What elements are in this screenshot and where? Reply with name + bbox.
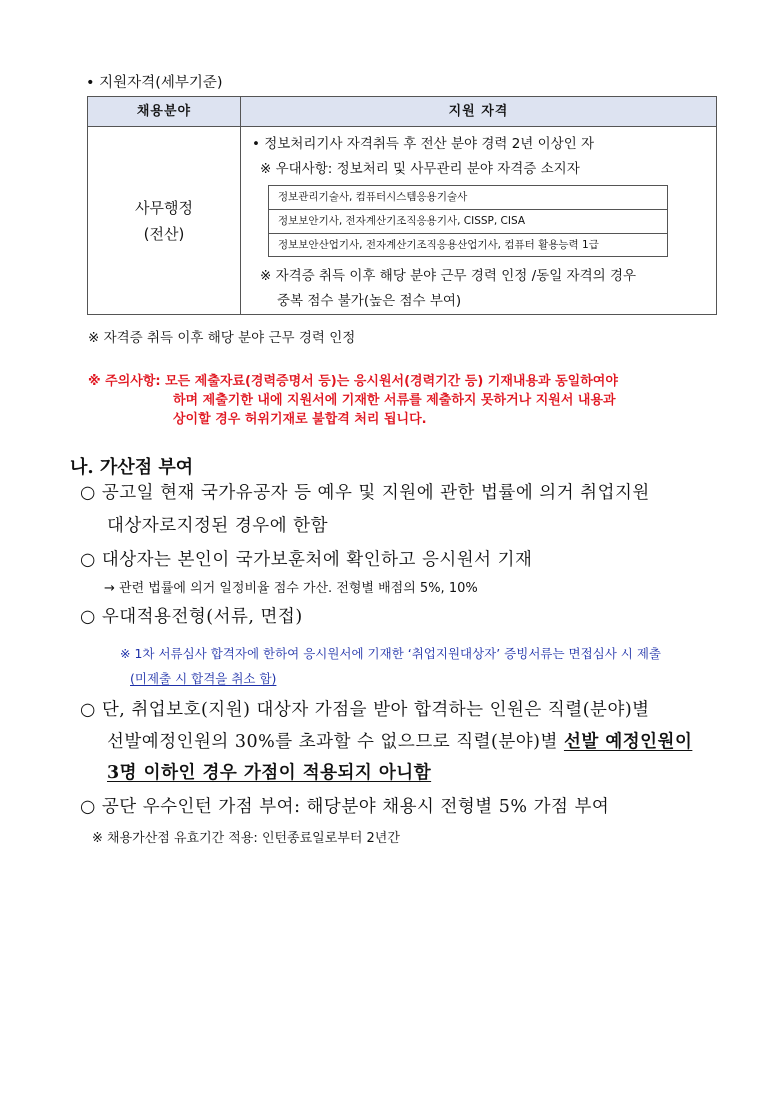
certificate-row: 정보관리기술사, 컴퓨터시스템응용기술사 xyxy=(269,186,667,210)
interview-note-cont: (미제출 시 합격을 취소 함) xyxy=(130,671,277,686)
list-item-cont: 대상자로지정된 경우에 한함 xyxy=(107,516,328,536)
certificate-row: 정보보안산업기사, 전자계산기조직응용산업기사, 컴퓨터 활용능력 1급 xyxy=(278,239,599,251)
section-heading: 나. 가산점 부여 xyxy=(70,457,194,478)
experience-note: ※ 자격증 취득 이후 해당 분야 근무 경력 인정 xyxy=(88,330,356,346)
qualification-main: • 정보처리기사 자격취득 후 전산 분야 경력 2년 이상인 자 xyxy=(252,136,595,152)
experience-note: ※ 자격증 취득 이후 해당 분야 근무 경력 인정 /동일 자격의 경우 xyxy=(260,268,637,284)
emphasis-text: 선발 예정인원이 xyxy=(563,732,693,752)
experience-note-cont: 중복 점수 불가(높은 점수 부여) xyxy=(277,293,462,309)
emphasis-text: 3명 이하인 경우 가점이 적용되지 아니함 xyxy=(107,763,432,783)
qualification-table xyxy=(87,96,717,315)
caution-line: ※ 주의사항: 모든 제출자료(경력증명서 등)는 응시원서(경력기간 등) 기재내용과 동일하여야 xyxy=(88,374,618,389)
list-item: ○ 우대적용전형(서류, 면접) xyxy=(80,607,303,627)
validity-note: ※ 채용가산점 유효기간 적용: 인턴종료일로부터 2년간 xyxy=(92,831,400,846)
caution-line: 상이할 경우 허위기재로 불합격 처리 됩니다. xyxy=(173,412,427,427)
list-item-cont xyxy=(107,728,692,753)
certificate-list xyxy=(268,185,668,257)
list-item: ○ 공단 우수인턴 가점 부여: 해당분야 채용시 전형별 5% 가점 부여 xyxy=(80,797,610,817)
column-header-qualification: 지원 자격 xyxy=(448,104,509,119)
field-name: 사무행정 xyxy=(135,198,193,217)
list-item-subnote: → 관련 법률에 의거 일정비율 점수 가산. 전형별 배점의 5%, 10% xyxy=(104,581,478,596)
preference-note: ※ 우대사항: 정보처리 및 사무관리 분야 자격증 소지자 xyxy=(260,161,580,177)
column-header-field: 채용분야 xyxy=(136,104,192,119)
field-cell xyxy=(88,127,240,314)
column-divider xyxy=(240,97,241,314)
section-subtitle: • 지원자격(세부기준) xyxy=(86,75,223,91)
certificate-row: 정보보안기사, 전자계산기조직응용기사, CISSP, CISA xyxy=(269,210,667,234)
list-item: ○ 단, 취업보호(지원) 대상자 가점을 받아 합격하는 인원은 직렬(분야)별 xyxy=(80,700,650,720)
caution-line: 하며 제출기한 내에 지원서에 기재한 서류를 제출하지 못하거나 지원서 내용과 xyxy=(173,393,616,408)
list-item: ○ 대상자는 본인이 국가보훈처에 확인하고 응시원서 기재 xyxy=(80,550,533,570)
list-item: ○ 공고일 현재 국가유공자 등 예우 및 지원에 관한 법률에 의거 취업지원 xyxy=(80,483,650,503)
quota-text: 선발예정인원의 30%를 초과할 수 없으므로 직렬(분야)별 xyxy=(107,732,564,752)
field-category: (전산) xyxy=(143,224,185,243)
interview-note: ※ 1차 서류심사 합격자에 한하여 응시원서에 기재한 ‘취업지원대상자’ 증빙서류는 면접심사 시 제출 xyxy=(120,646,662,661)
